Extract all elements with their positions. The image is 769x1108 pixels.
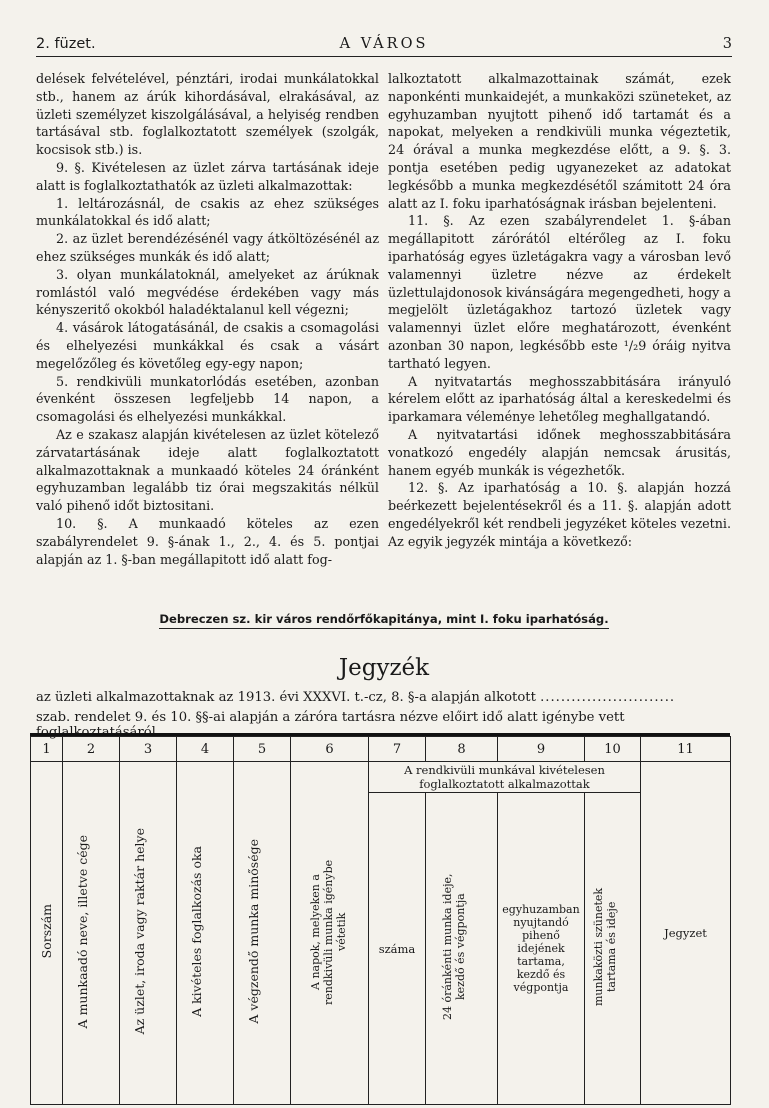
column-number: 3 [120,737,177,762]
agency-text: Debreczen sz. kir város rendőrfőkapitánya, mint I. foku iparhatóság. [159,612,608,629]
column-number: 5 [234,737,291,762]
header-munka-ideje: 24 óránkénti munka ideje, kezdő és végpontja [426,793,498,1105]
issue-number: 2. füzet. [36,36,96,52]
paragraph: Az e szakasz alapján kivételesen az üzlet kötelező zárvatartásának ideje alatt foglalkoztatott alkalmazottaknak a munkaadó köteles 24 óránként egyhuzamban legalább tiz órai megszakitás nélkül való pihenő időt biztositani. [36,426,379,514]
paragraph: 5. rendkivüli munkatorlódás esetében, azonban évenként összesen legfeljebb 14 napon, a csomagolási és elhelyezési munkákkal. [36,373,379,425]
column-number: 6 [291,737,369,762]
register-table [30,733,730,1108]
header-munkaado: A munkaadó neve, illetve cége [63,762,120,1105]
paragraph: 9. §. Kivételesen az üzlet zárva tartásának ideje alatt is foglalkoztathatók az üzleti alkalmazottak: [36,159,379,193]
column-number: 11 [641,737,731,762]
column-number: 4 [177,737,234,762]
header-kiveteles-ok: A kivételes foglalkozás oka [177,762,234,1105]
paragraph: A nyitvatartási időnek meghosszabbitására vonatkozó engedély alapján nemcsak árusitás, hanem egyéb munkák is végezhetők. [388,426,731,478]
column-number: 9 [498,737,585,762]
paragraph: 3. olyan munkálatoknál, amelyeket az árúknak romlástól való megvédése érdekében vagy más kényszeritő okokból haladéktalanul kell végezni; [36,266,379,318]
group-header: A rendkivüli munkával kivételesen foglalkoztatott alkalmazottak [369,762,641,793]
paragraph: 11. §. Az ezen szabályrendelet 1. §-ában megállapitott zárórától eltérőleg az I. foku iparhatóság egyes üzletágakra vagy a városban levő valamennyi üzletre nézve az érdekelt üzlettulajdonosok kivánságára megengedheti, hogy a megjelölt üzletágakhoz tartozó üzletek vagy valamennyi üzlet előre meghatározott, évenként azonban 30 napon, legkésőbb este ¹/₂9 óráig nyitva tartható legyen. [388,213,731,371]
header-munka-minosege: A végzendő munka minősége [234,762,291,1105]
right-column [388,70,731,551]
header-szama: száma [369,793,426,1105]
page-number: 3 [722,36,732,52]
page-header [36,34,732,57]
column-number-row [31,737,731,762]
column-number: 8 [426,737,498,762]
fill-dots: .......................... [540,690,676,705]
paragraph: 4. vásárok látogatásánál, de csakis a csomagolási és elhelyezési munkákkal és csak a vásárt megelőzőleg és követőleg egy-egy napon; [36,320,379,371]
agency-line [36,612,732,626]
header-napok: A napok, melyeken a rendkivüli munka igénybe vétetik [291,762,369,1105]
column-number: 1 [31,737,63,762]
group-header-row [31,762,731,793]
header-piheno-ido: egyhuzamban nyujtandó pihenő idejének tartama, kezdő és végpontja [498,793,585,1105]
header-munkakozti-szunetek: munkaközti szünetek tartama és ideje [585,793,641,1105]
header-sorszam: Sorszám [31,762,63,1105]
subtitle-text: az üzleti alkalmazottaknak az 1913. évi XXXVI. t.-cz, 8. §-a alapján alkotott [36,690,536,705]
paragraph: 2. az üzlet berendézésénél vagy átköltözésénél az ehez szükséges munkák és idő alatt; [36,231,379,264]
left-column [36,70,379,568]
column-number: 7 [369,737,426,762]
form-subtitle-line1 [36,690,732,705]
column-number: 10 [585,737,641,762]
paragraph: delések felvételével, pénztári, irodai munkálatokkal stb., hanem az árúk kihordásával, elrakásával, az üzleti személyzet kiszolgálásával, a helyiség rendben tartásával stb. foglalkoztatott személyek (szolgák, kocsisok stb.) is. [36,71,379,158]
paragraph: 1. leltározásnál, de csakis az ehez szükséges munkálatokkal és idő alatt; [36,195,379,229]
form-subtitle-line2: szab. rendelet 9. és 10. §§-ai alapján a záróra tartásra nézve előirt idő alatt igénybe vett foglalkoztatásáról. [36,710,625,740]
paragraph: lalkoztatott alkalmazottainak számát, ezek naponkénti munkaidejét, a munkaközi szüneteket, az egyhuzamban nyujtott pihenő idő tartamát és a napokat, melyeken a rendkivüli munka végeztetik, 24 órával a munka megkezdése előtt, a 9. §. 3. pontja esetében pedig ugyanezeket az adatokat legkésőbb a munka megkezdésétől számitott 24 óra alatt az I. foku iparhatóságnak irásban bejelenteni. [388,71,731,211]
column-number: 2 [63,737,120,762]
paragraph: 10. §. A munkaadó köteles az ezen szabályrendelet 9. §-ának 1., 2., 4. és 5. pontjai alapján az 1. §-ban megállapitott idő alatt fog- [36,515,379,567]
paragraph: 12. §. Az iparhatóság a 10. §. alapján hozzá beérkezett bejelentésekről és a 11. §. alapján adott engedélyekről két rendbeli jegyzéket köteles vezetni. Az egyik jegyzék mintája a következő: [388,480,731,549]
form-title: Jegyzék [338,655,430,681]
journal-title: A VÁROS [339,36,429,52]
paragraph: A nyitvatartás meghosszabbitására irányuló kérelem előtt az iparhatóság által a kereskedelmi és iparkamara véleménye lehetőleg meghallgatandó. [388,373,731,425]
header-jegyzet: Jegyzet [641,762,731,1105]
header-uzlet-helye: Az üzlet, iroda vagy raktár helye [120,762,177,1105]
